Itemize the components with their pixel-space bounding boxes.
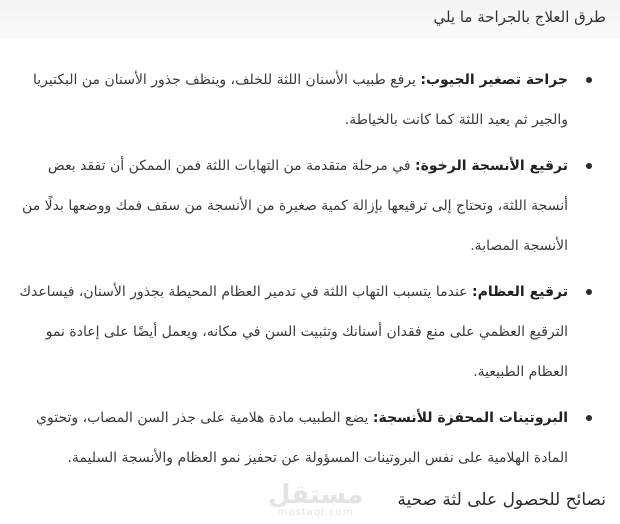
list-item: [8, 60, 568, 140]
list-item: [8, 272, 568, 392]
item-term: البروتينات المحفزة للأنسجة:: [372, 410, 568, 426]
item-term: ترقيع العظام:: [472, 284, 568, 300]
watermark-main: مستقل: [268, 480, 364, 510]
item-term: جراحة تصغير الجيوب:: [420, 72, 568, 88]
list-item: [8, 398, 568, 478]
treatment-list: [8, 60, 568, 484]
section-heading: نصائح للحصول على لثة صحية: [397, 490, 606, 510]
item-description: في مرحلة متقدمة من التهابات اللثة فمن الممكن أن تفقد بعض أنسجة اللثة، وتحتاج إلى ترقيعها بإزالة كمية صغيرة من الأنسجة من سقف فمك ووضعها بدلًا من الأنسجة المصابة.: [22, 158, 568, 254]
item-term: ترقيع الأنسجة الرخوة:: [415, 158, 568, 174]
list-item: [8, 146, 568, 266]
watermark-sub: mostaql.com: [277, 507, 354, 518]
item-description: يضع الطبيب مادة هلامية على جذر السن المصاب، وتحتوي المادة الهلامية على نفس البروتينات المسؤولة عن تحفيز نمو العظام والأنسجة السليمة.: [36, 410, 568, 466]
watermark-logo: [268, 482, 363, 518]
intro-text: طرق العلاج بالجراحة ما يلي: [433, 8, 606, 26]
item-description: عندما يتسبب التهاب اللثة في تدمير العظام المحيطة بجذور الأسنان، فيساعدك الترقيع العظمي على منع فقدان أسنانك وتثبيت السن في مكانه، ويعمل أيضًا على إعادة نمو العظام الطبيعية.: [19, 284, 568, 380]
item-description: يرفع طبيب الأسنان اللثة للخلف، وينظف جذور الأسنان من البكتيريا والجير ثم يعيد اللثة كما كانت بالخياطة.: [32, 72, 568, 128]
